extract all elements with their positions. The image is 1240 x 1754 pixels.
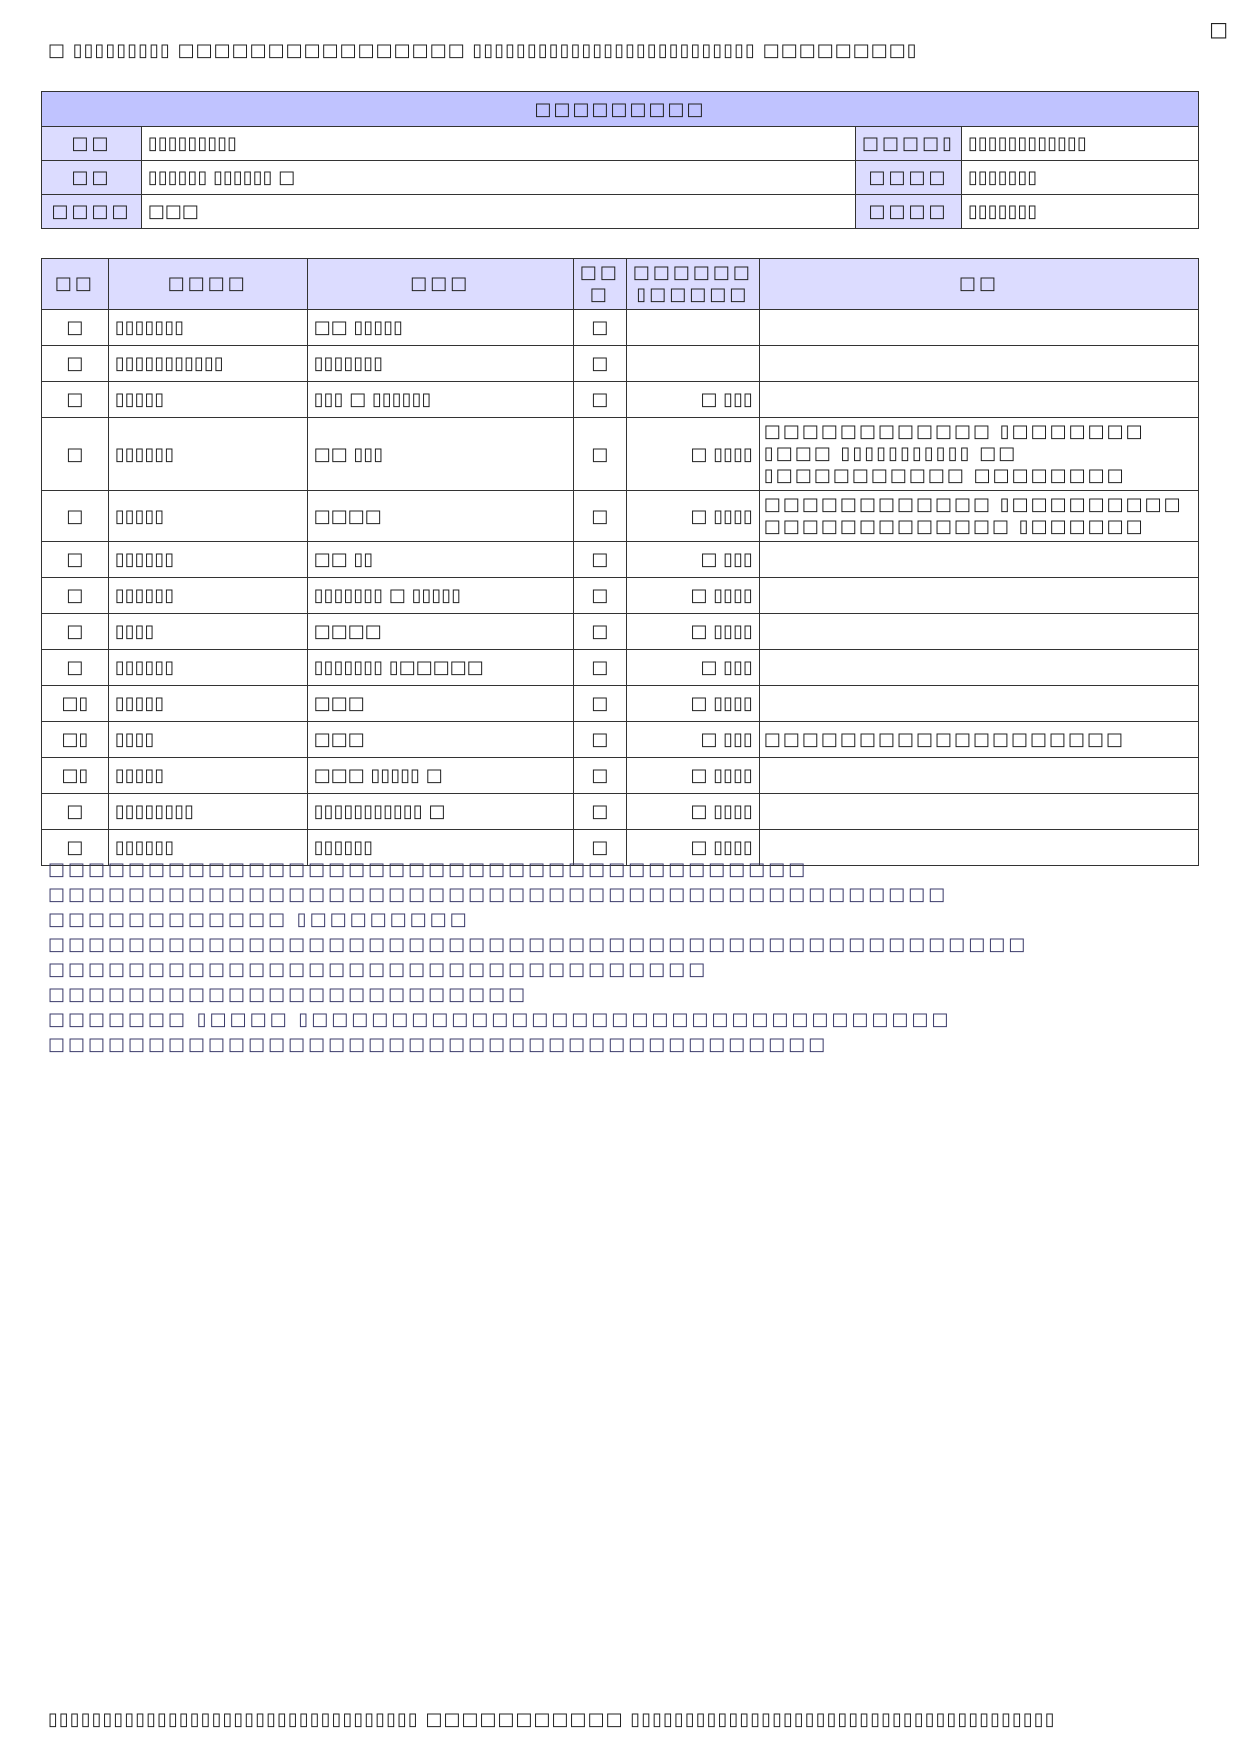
item-spec: □□ ▯▯▯▯▯ <box>307 310 573 346</box>
corner-mark: □ <box>1209 17 1228 41</box>
item-price: □ ▯▯▯ <box>626 542 759 578</box>
note-line: □□□□□□□□□□□□□□□□□□□□□□□□□□□□□□□□□□□□□□□□□□□□□□□□□ <box>48 934 1029 955</box>
info-label: □□□□ <box>856 195 962 229</box>
item-name: ▯▯▯▯ <box>108 722 307 758</box>
item-spec: □□ ▯▯ <box>307 542 573 578</box>
item-spec: □□□ ▯▯▯▯▯ □ <box>307 758 573 794</box>
item-quantity: □ <box>573 650 626 686</box>
item-number: □ <box>42 418 109 491</box>
info-table <box>41 91 1199 229</box>
item-name: ▯▯▯▯▯▯▯ <box>108 310 307 346</box>
item-name: ▯▯▯▯▯ <box>108 491 307 542</box>
item-note <box>759 382 1198 418</box>
item-price: □ ▯▯▯▯ <box>626 418 759 491</box>
table-row <box>42 346 1199 382</box>
info-label: □□ <box>42 127 142 161</box>
item-note <box>759 758 1198 794</box>
item-spec: □□□ <box>307 722 573 758</box>
note-line: □□□□□□□□□□□□□□□□□□□□□□□□□□□□□□□□□ <box>48 959 709 980</box>
item-price: □ ▯▯▯ <box>626 722 759 758</box>
table-row <box>42 722 1199 758</box>
item-spec: □□□□ <box>307 614 573 650</box>
item-quantity: □ <box>573 491 626 542</box>
table-row <box>42 542 1199 578</box>
item-price: □ ▯▯▯▯ <box>626 578 759 614</box>
item-quantity: □ <box>573 418 626 491</box>
info-table-title: □□□□□□□□□ <box>42 92 1199 127</box>
note-line: □□□□□□□□□□□□□□□□□□□□□□□□□□□□□□□□□□□□□□□□□□□□□ <box>48 884 949 905</box>
item-number: □ <box>42 542 109 578</box>
item-note: □□□□□□□□□□□□ ▯□□□□□□□□□ □□□□□□□□□□□□□ ▯□□□□□□ <box>759 491 1198 542</box>
item-price: □ ▯▯▯▯ <box>626 758 759 794</box>
info-label: □□□□ <box>856 161 962 195</box>
item-note <box>759 650 1198 686</box>
table-row <box>42 578 1199 614</box>
item-price: □ ▯▯▯▯ <box>626 491 759 542</box>
info-value: ▯▯▯▯▯▯▯ <box>961 195 1198 229</box>
table-row <box>42 491 1199 542</box>
info-label: □□ <box>42 161 142 195</box>
header-price: □□□□□□ ▯□□□□□ <box>626 259 759 310</box>
header-number: □□ <box>42 259 109 310</box>
item-spec: ▯▯▯▯▯▯ <box>307 830 573 866</box>
item-name: ▯▯▯▯▯ <box>108 758 307 794</box>
item-note: □□□□□□□□□□□□□□□□□□□ <box>759 722 1198 758</box>
item-spec: ▯▯▯▯▯▯▯ ▯□□□□□ <box>307 650 573 686</box>
header-name: □□□□ <box>108 259 307 310</box>
item-price: □ ▯▯▯▯ <box>626 614 759 650</box>
note-line: □□□□□□□□□□□□ ▯□□□□□□□□ <box>48 909 470 930</box>
item-note <box>759 346 1198 382</box>
notes-block <box>48 857 1028 1057</box>
item-number: □ <box>42 650 109 686</box>
item-price: □ ▯▯▯▯ <box>626 686 759 722</box>
info-value: ▯▯▯▯▯▯▯▯▯▯▯▯ <box>961 127 1198 161</box>
item-spec: ▯▯▯▯▯▯▯ □ ▯▯▯▯▯ <box>307 578 573 614</box>
info-value: ▯▯▯▯▯▯▯▯▯ <box>141 127 855 161</box>
info-row <box>42 127 1199 161</box>
item-spec: ▯▯▯ □ ▯▯▯▯▯▯ <box>307 382 573 418</box>
item-number: □▯ <box>42 686 109 722</box>
item-spec: □□□ <box>307 686 573 722</box>
item-number: □▯ <box>42 722 109 758</box>
item-note <box>759 794 1198 830</box>
item-name: ▯▯▯▯ <box>108 614 307 650</box>
item-note <box>759 614 1198 650</box>
item-number: □ <box>42 614 109 650</box>
item-note <box>759 542 1198 578</box>
item-quantity: □ <box>573 578 626 614</box>
item-name: ▯▯▯▯▯ <box>108 382 307 418</box>
info-label: □□□□▯ <box>856 127 962 161</box>
table-row <box>42 686 1199 722</box>
info-label: □□□□ <box>42 195 142 229</box>
table-row <box>42 614 1199 650</box>
table-row <box>42 794 1199 830</box>
info-value: ▯▯▯▯▯▯▯ <box>961 161 1198 195</box>
table-row <box>42 650 1199 686</box>
item-price: □ ▯▯▯ <box>626 382 759 418</box>
item-name: ▯▯▯▯▯▯ <box>108 542 307 578</box>
item-quantity: □ <box>573 346 626 382</box>
info-value: □□□ <box>141 195 855 229</box>
document-header-line: □ ▯▯▯▯▯▯▯▯▯ □□□□□□□□□□□□□□□□ ▯▯▯▯▯▯▯▯▯▯▯▯▯▯▯▯▯▯▯▯▯▯▯▯▯▯ □□□□□□□□▯ <box>48 40 918 61</box>
item-number: □ <box>42 491 109 542</box>
item-name: ▯▯▯▯▯▯▯▯▯▯▯ <box>108 346 307 382</box>
item-quantity: □ <box>573 542 626 578</box>
item-number: □ <box>42 578 109 614</box>
page-footer: ▯▯▯▯▯▯▯▯▯▯▯▯▯▯▯▯▯▯▯▯▯▯▯▯▯▯▯▯▯▯▯▯▯▯ □□□□□□□□□□□ ▯▯▯▯▯▯▯▯▯▯▯▯▯▯▯▯▯▯▯▯▯▯▯▯▯▯▯▯▯▯▯▯▯▯▯▯▯▯▯ <box>48 1709 1056 1730</box>
item-quantity: □ <box>573 614 626 650</box>
header-note: □□ <box>759 259 1198 310</box>
item-number: □ <box>42 310 109 346</box>
item-quantity: □ <box>573 830 626 866</box>
note-line: □□□□□□□□□□□□□□□□□□□□□□□□□□□□□□□□□□□□□□□ <box>48 1034 829 1055</box>
item-name: ▯▯▯▯▯▯ <box>108 650 307 686</box>
table-row <box>42 758 1199 794</box>
item-number: □ <box>42 382 109 418</box>
item-spec: □□ ▯▯▯ <box>307 418 573 491</box>
items-table <box>41 258 1199 866</box>
item-name: ▯▯▯▯▯▯ <box>108 578 307 614</box>
header-spec: □□□ <box>307 259 573 310</box>
item-number: □ <box>42 346 109 382</box>
info-value: ▯▯▯▯▯▯ ▯▯▯▯▯▯ □ <box>141 161 855 195</box>
item-quantity: □ <box>573 686 626 722</box>
item-price: □ ▯▯▯ <box>626 650 759 686</box>
table-row <box>42 310 1199 346</box>
item-quantity: □ <box>573 310 626 346</box>
info-row <box>42 161 1199 195</box>
header-quantity: □□ □ <box>573 259 626 310</box>
item-name: ▯▯▯▯▯ <box>108 686 307 722</box>
note-line: □□□□□□□□□□□□□□□□□□□□□□□□ <box>48 984 529 1005</box>
item-note <box>759 686 1198 722</box>
item-spec: ▯▯▯▯▯▯▯▯▯▯▯ □ <box>307 794 573 830</box>
table-row <box>42 382 1199 418</box>
item-spec: □□□□ <box>307 491 573 542</box>
info-row <box>42 195 1199 229</box>
note-line: □□□□□□□□□□□□□□□□□□□□□□□□□□□□□□□□□□□□□□ <box>48 859 809 880</box>
item-name: ▯▯▯▯▯▯ <box>108 830 307 866</box>
table-row <box>42 418 1199 491</box>
item-price: □ ▯▯▯▯ <box>626 794 759 830</box>
item-number: □ <box>42 830 109 866</box>
item-note: □□□□□□□□□□□□ ▯□□□□□□□ ▯□□□ ▯▯▯▯▯▯▯▯▯▯▯ □□ ▯□□□□□□□□□□ □□□□□□□□ <box>759 418 1198 491</box>
item-price: □ ▯▯▯▯ <box>626 830 759 866</box>
item-quantity: □ <box>573 758 626 794</box>
item-number: □ <box>42 794 109 830</box>
item-spec: ▯▯▯▯▯▯▯ <box>307 346 573 382</box>
item-quantity: □ <box>573 722 626 758</box>
item-number: □▯ <box>42 758 109 794</box>
item-price <box>626 346 759 382</box>
note-line: □□□□□□□ ▯□□□□ ▯□□□□□□□□□□□□□□□□□□□□□□□□□□□□□□□□ <box>48 1009 952 1030</box>
item-quantity: □ <box>573 382 626 418</box>
item-price <box>626 310 759 346</box>
item-name: ▯▯▯▯▯▯ <box>108 418 307 491</box>
item-note <box>759 310 1198 346</box>
item-name: ▯▯▯▯▯▯▯▯ <box>108 794 307 830</box>
item-quantity: □ <box>573 794 626 830</box>
item-note <box>759 578 1198 614</box>
